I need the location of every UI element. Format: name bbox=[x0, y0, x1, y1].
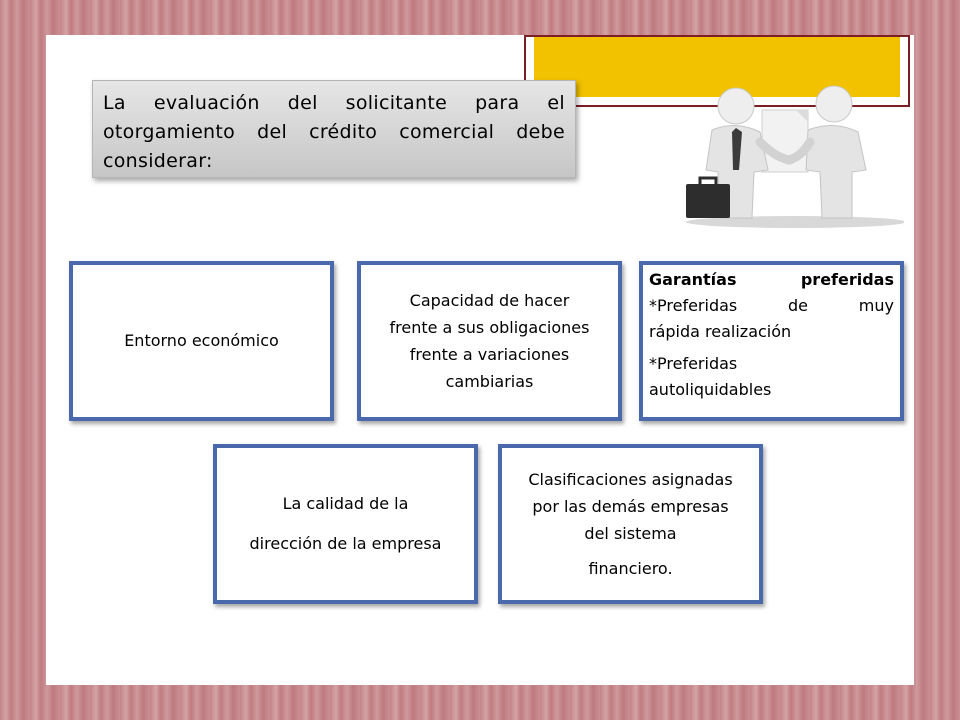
briefcase-icon bbox=[686, 178, 730, 218]
card-payment-capacity bbox=[357, 261, 622, 421]
card-ratings-line-1: Clasificaciones asignadas bbox=[528, 470, 733, 489]
card-guarantees-item2-line2: autoliquidables bbox=[649, 380, 772, 399]
card-guarantees-item1-line2: rápida realización bbox=[649, 322, 792, 341]
card-system-ratings bbox=[498, 444, 763, 604]
card-ratings-line-2: por las demás empresas bbox=[532, 497, 729, 516]
card-capacity-line-3: frente a variaciones bbox=[409, 345, 570, 364]
card-economic-environment bbox=[69, 261, 334, 421]
card-management-quality bbox=[213, 444, 478, 604]
card-management-line-2: dirección de la empresa bbox=[249, 534, 442, 553]
card-guarantees-title: Garantías preferidas bbox=[649, 270, 894, 289]
card-guarantees-item1-line1: *Preferidas de muy bbox=[649, 296, 894, 315]
card-management-line-1: La calidad de la bbox=[282, 494, 409, 513]
card-preferred-guarantees bbox=[639, 261, 904, 421]
intro-text-box bbox=[92, 80, 576, 178]
card-economic-text: Entorno económico bbox=[124, 331, 279, 350]
right-figure bbox=[788, 86, 866, 218]
card-ratings-line-3: del sistema bbox=[584, 524, 677, 543]
card-ratings-line-4: financiero. bbox=[588, 559, 673, 578]
card-capacity-line-1: Capacidad de hacer bbox=[409, 291, 570, 310]
handshake-illustration bbox=[676, 80, 904, 232]
intro-text: La evaluación del solicitante para el otorgamiento del crédito comercial debe considerar: bbox=[103, 92, 565, 172]
card-capacity-line-2: frente a sus obligaciones bbox=[389, 318, 590, 337]
card-guarantees-item2-line1: *Preferidas bbox=[649, 354, 738, 373]
card-capacity-line-4: cambiarias bbox=[445, 372, 534, 391]
